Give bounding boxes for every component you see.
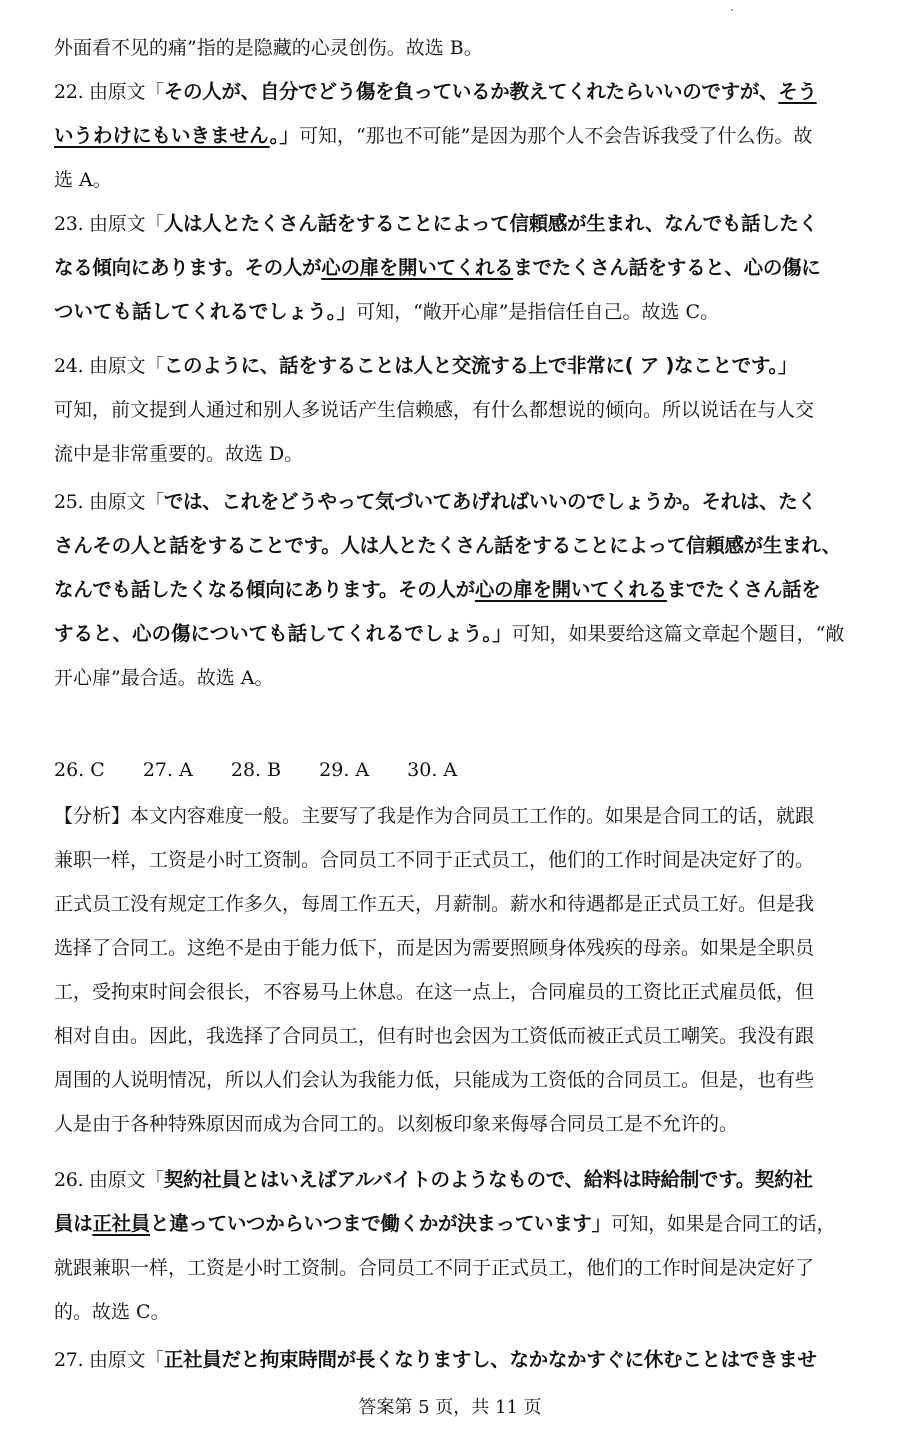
q26-line-1: [54, 1158, 860, 1202]
answer-27: 27. A: [142, 759, 193, 781]
q23-line-1: [54, 202, 860, 246]
q23-analysis: 可知，“敞开心扉”是指信任自己。故选 C。: [356, 301, 720, 323]
q23-quote-underlined: 心の扉を開いてくれる: [321, 256, 514, 279]
q24-prefix: 24. 由原文「: [54, 355, 164, 377]
q27-prefix: 27. 由原文「: [54, 1349, 164, 1371]
q23-prefix: 23. 由原文「: [54, 213, 164, 235]
q25-explanation: [54, 480, 860, 700]
q23-quote-1: 人は人とたくさん話をすることによって信頼感が生まれ、なんでも話したく: [163, 212, 818, 235]
q22-quote-end: 。」: [269, 124, 299, 147]
q21-line-1: 外面看不见的痛”指的是隐藏的心灵创伤。故选 B。: [54, 37, 483, 59]
q23-quote-2a: なる傾向にあります。その人が: [54, 256, 322, 279]
q22-line-3: 选 A。: [54, 169, 112, 191]
q23-explanation: [54, 202, 860, 334]
q22-quote-1: その人が、自分でどう傷を負っているか教えてくれたらいいのですが、: [163, 80, 779, 103]
q27-quote-1: 正社員だと拘束時間が長くなりますし、なかなかすぐに休むことはできませ: [163, 1348, 817, 1371]
answer-28: 28. B: [230, 759, 282, 781]
q27-line-1: [54, 1338, 860, 1382]
q25-quote-underlined: 心の扉を開いてくれる: [474, 578, 667, 601]
q26-line-2: [54, 1202, 860, 1246]
q26-quote-1: 契約社員とはいえばアルバイトのようなもので、給料は時給制です。契約社: [163, 1168, 813, 1191]
q24-line-2: 可知，前文提到人通过和别人多说话产生信赖感，有什么都想说的倾向。所以说话在与人交: [54, 399, 815, 421]
q26-quote-underlined: 正社員: [92, 1212, 151, 1235]
q23-quote-2b: までたくさん話をすると、心の傷に: [513, 256, 821, 279]
q25-analysis: 可知，如果要给这篇文章起个题目，“敞: [511, 623, 845, 645]
q26-explanation: [54, 1158, 860, 1334]
q25-line-3: [54, 568, 860, 612]
q25-quote-1: では、これをどうやって気づいてあげればいいのでしょうか。それは、たく: [163, 490, 817, 513]
q26-line-4: 的。故选 C。: [54, 1301, 170, 1323]
analysis-line-7: 周围的人说明情况，所以人们会认为我能力低，只能成为工资低的合同员工。但是，也有些: [54, 1069, 815, 1091]
answer-26: 26. C: [54, 759, 105, 781]
analysis-line-6: 相对自由。因此，我选择了合同员工，但有时也会因为工资低而被正式员工嘲笑。我没有跟: [54, 1025, 815, 1047]
q22-quote-underlined-2: いうわけにもいきません: [54, 124, 270, 147]
q25-line-5: 开心扉”最合适。故选 A。: [54, 667, 274, 689]
analysis-line-5: 工，受拘束时间会很长，不容易马上休息。在这一点上，合同雇员的工资比正式雇员低，但: [54, 981, 815, 1003]
q25-line-2: [54, 524, 860, 568]
q24-line-1: [54, 344, 860, 388]
analysis-line-3: 正式员工没有规定工作多久，每周工作五天，月薪制。薪水和待遇都是正式员工好。但是我: [54, 893, 815, 915]
q26-quote-2b: と違っていつからいつまで働くかが決まっています」: [150, 1212, 611, 1235]
passage-analysis: [54, 794, 860, 1146]
q21-explanation: [54, 26, 860, 70]
answer-29: 29. A: [319, 759, 370, 781]
scan-speck: [731, 9, 733, 11]
q25-line-4: [54, 612, 860, 656]
q26-prefix: 26. 由原文「: [54, 1169, 164, 1191]
answer-30: 30. A: [407, 759, 458, 781]
q26-analysis: 可知，如果是合同工的话，: [610, 1213, 836, 1235]
page-footer: 答案第 5 页，共 11 页: [358, 1397, 542, 1418]
q23-line-3: [54, 290, 860, 334]
answer-key-row: [54, 748, 860, 792]
q24-quote-1: このように、話をすることは人と交流する上で非常に( ア )なことです。」: [163, 354, 798, 377]
q24-line-3: 流中是非常重要的。故选 D。: [54, 443, 304, 465]
q22-analysis: 可知，“那也不可能”是因为那个人不会告诉我受了什么伤。故: [298, 125, 813, 147]
q24-explanation: [54, 344, 860, 476]
analysis-line-1: 【分析】本文内容难度一般。主要写了我是作为合同员工工作的。如果是合同工的话，就跟: [54, 805, 815, 827]
q22-line-2: [54, 114, 860, 158]
q22-line-1: [54, 70, 860, 114]
q23-line-2: [54, 246, 860, 290]
q26-line-3: 就跟兼职一样，工资是小时工资制。合同员工不同于正式员工，他们的工作时间是决定好了: [54, 1257, 815, 1279]
q25-quote-2: さんその人と話をすることです。人は人とたくさん話をすることによって信頼感が生まれ、: [54, 534, 841, 557]
analysis-line-4: 选择了合同工。这绝不是由于能力低下，而是因为需要照顾身体残疾的母亲。如果是全职员: [54, 937, 815, 959]
q23-quote-3: ついても話してくれるでしょう。」: [54, 300, 357, 323]
analysis-line-2: 兼职一样，工资是小时工资制。合同员工不同于正式员工，他们的工作时间是决定好了的。: [54, 849, 815, 871]
q25-prefix: 25. 由原文「: [54, 491, 164, 513]
q22-quote-underlined-1: そう: [778, 80, 817, 103]
q22-explanation: [54, 70, 860, 202]
q25-quote-3a: なんでも話したくなる傾向にあります。その人が: [54, 578, 475, 601]
q27-explanation: [54, 1338, 860, 1382]
q25-quote-4: すると、心の傷についても話してくれるでしょう。」: [54, 622, 512, 645]
q22-prefix: 22. 由原文「: [54, 81, 164, 103]
q25-line-1: [54, 480, 860, 524]
q25-quote-3b: までたくさん話を: [666, 578, 821, 601]
q26-quote-2a: 員は: [54, 1212, 93, 1235]
analysis-line-8: 人是由于各种特殊原因而成为合同工的。以刻板印象来侮辱合同员工是不允许的。: [54, 1113, 739, 1135]
